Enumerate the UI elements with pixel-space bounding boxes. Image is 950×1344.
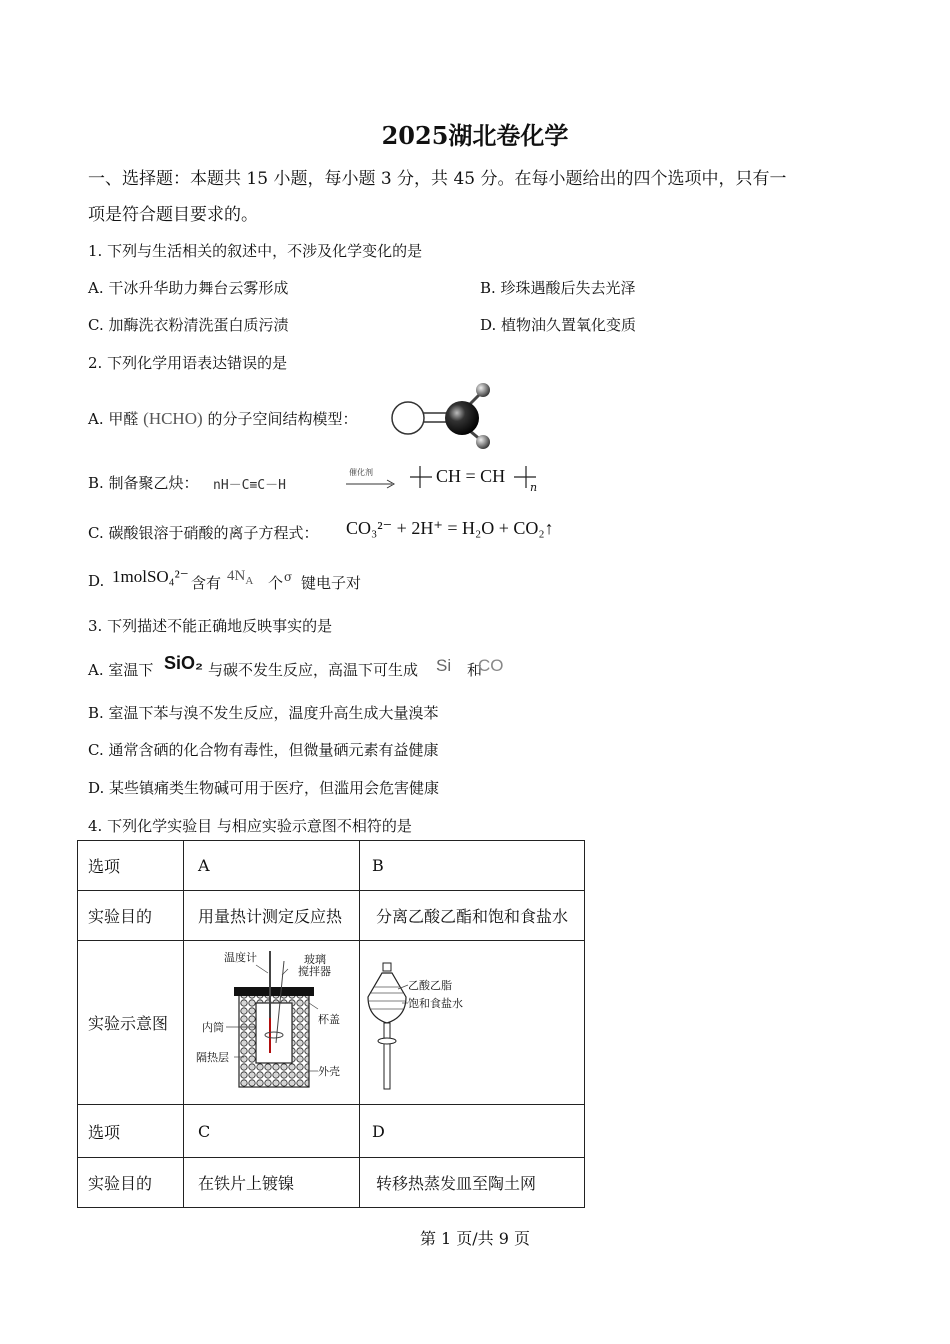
- label-thermometer: 温度计: [224, 951, 257, 964]
- q2-c-pre: C. 碳酸银溶于硝酸的离子方程式：: [88, 524, 319, 542]
- q2-d-ge: 个: [268, 574, 284, 592]
- q1-option-d: D. 植物油久置氧化变质: [480, 316, 637, 334]
- table-cell: 用量热计测定反应热: [184, 891, 360, 941]
- q2-b-reactant: nH－C≡C－H: [213, 478, 286, 493]
- q2-stem: 2. 下列化学用语表达错误的是: [88, 354, 288, 372]
- page-title: 2025湖北卷化学: [381, 121, 569, 150]
- table-cell: 在铁片上镀镍: [184, 1158, 360, 1208]
- q3-a-and: 和: [467, 661, 483, 679]
- table-cell: D: [360, 1105, 585, 1158]
- q2-d-amount: 1molSO₄²⁻: [112, 567, 189, 586]
- q2-b-n: n: [530, 481, 538, 494]
- table-cell: 选项: [78, 841, 184, 891]
- q2-d-pre: D.: [88, 572, 105, 590]
- q2-b-pre: B. 制备聚乙炔：: [88, 474, 199, 492]
- q3-a-si: Si: [436, 656, 452, 675]
- q1-option-c: C. 加酶洗衣粉清洗蛋白质污渍: [88, 316, 289, 334]
- q2-a-post: 的分子空间结构模型：: [207, 410, 358, 428]
- q2-d-sigma: σ: [284, 570, 293, 584]
- separatory-funnel-icon: [360, 943, 582, 1103]
- label-stirrer-1: 玻璃: [304, 953, 326, 966]
- q2-a-formula: (HCHO): [143, 409, 203, 428]
- table-cell: B: [360, 841, 585, 891]
- q4-table: [77, 840, 585, 1208]
- q3-stem: 3. 下列描述不能正确地反映事实的是: [88, 617, 333, 635]
- table-row: [78, 1105, 585, 1158]
- q2-c-equation: CO₃²⁻ + 2H⁺ = H₂O + CO₂↑: [346, 518, 554, 538]
- table-row: [78, 841, 585, 891]
- label-insulation: 隔热层: [196, 1051, 229, 1064]
- label-ester-layer: 乙酸乙脂: [408, 979, 452, 992]
- funnel-cell: [360, 941, 585, 1105]
- table-row: [78, 1158, 585, 1208]
- table-cell: 实验目的: [78, 891, 184, 941]
- reaction-arrow-icon: [344, 478, 400, 490]
- q3-option-c: C. 通常含硒的化合物有毒性，但微量硒元素有益健康: [88, 741, 439, 759]
- q2-b-condition: 催化剂: [349, 468, 373, 477]
- label-stirrer-2: 搅拌器: [298, 965, 331, 978]
- table-cell: C: [184, 1105, 360, 1158]
- q4-stem: 4. 下列化学实验目 与相应实验示意图不相符的是: [88, 817, 412, 835]
- label-lid: 杯盖: [318, 1013, 340, 1026]
- table-cell: 实验目的: [78, 1158, 184, 1208]
- table-cell: 分离乙酸乙酯和饱和食盐水: [360, 891, 585, 941]
- table-cell: 实验示意图: [78, 941, 184, 1105]
- q3-option-b: B. 室温下苯与溴不发生反应，温度升高生成大量溴苯: [88, 704, 439, 722]
- q2-d-post: 键电子对: [301, 574, 362, 592]
- q2-d-num: $4N_A$: [227, 568, 254, 587]
- q2-option-b: [88, 472, 199, 493]
- q3-option-d: D. 某些镇痛类生物碱可用于医疗，但滥用会危害健康: [88, 779, 440, 797]
- q2-option-d: [88, 572, 104, 590]
- q3-a-co: CO: [478, 656, 504, 675]
- label-brine-layer: 饱和食盐水: [408, 997, 463, 1010]
- q2-a-pre: A. 甲醛: [88, 410, 139, 428]
- table-row: [78, 891, 585, 941]
- q1-option-a: A. 干冰升华助力舞台云雾形成: [88, 279, 289, 297]
- q3-a-pre: A. 室温下: [88, 661, 154, 679]
- q2-d-mid: 含有: [191, 574, 222, 592]
- q3-a-sio2: SiO₂: [164, 653, 204, 673]
- page-footer: 第 1 页/共 9 页: [419, 1229, 531, 1248]
- q3-a-mid: 与碳不发生反应，高温下可生成: [208, 661, 419, 679]
- q2-option-c: [88, 522, 318, 543]
- label-inner-cup: 内筒: [202, 1021, 224, 1034]
- table-cell: 转移热蒸发皿至陶土网: [360, 1158, 585, 1208]
- calorimeter-cell: [184, 941, 360, 1105]
- q2-b-unit: CH = CH: [436, 466, 506, 486]
- q3-option-a: [88, 659, 153, 680]
- q1-option-b: B. 珍珠遇酸后失去光泽: [480, 279, 636, 297]
- formaldehyde-model-icon: [386, 380, 496, 454]
- q2-option-a: [88, 408, 357, 429]
- table-row: [78, 941, 585, 1105]
- label-shell: 外壳: [318, 1065, 340, 1078]
- section-heading-line2: 项是符合题目要求的。: [88, 205, 258, 225]
- q1-stem: 1. 下列与生活相关的叙述中，不涉及化学变化的是: [88, 242, 423, 260]
- section-heading-line1: 一、选择题：本题共 15 小题，每小题 3 分，共 45 分。在每小题给出的四个选项中，只有一: [88, 169, 787, 189]
- table-cell: A: [184, 841, 360, 891]
- table-cell: 选项: [78, 1105, 184, 1158]
